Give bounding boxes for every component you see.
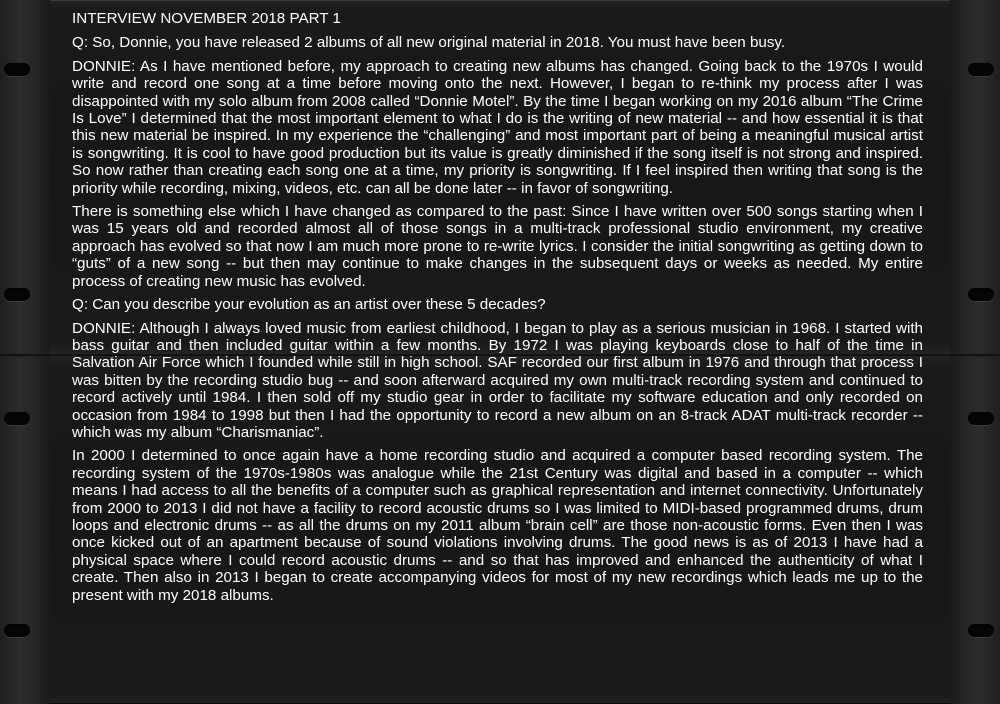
rack-slot-icon xyxy=(4,288,30,301)
rack-slot-icon xyxy=(968,624,994,637)
paragraph-answer-2: DONNIE: Although I always loved music from earliest childhood, I began to play as a serious musician in 1968. I started with bass guitar and then included guitar within a few months. By 1972 I was playing keyboards close to half of the time in Salvation Air Force which I founded while still in high school. SAF recorded our first album in 1976 and through that process I was bitten by the recording studio bug -- and soon afterward acquired my own multi-track recording system and continued to record actively until 1984. I then sold off my studio gear in order to facilitate my software education and only recorded on occasion from 1984 to 1998 but then I had the opportunity to record a new album on an 8-track ADAT multi-track recorder -- which was my album “Charismaniac”. xyxy=(72,319,923,441)
left-rack-rail xyxy=(0,0,50,704)
rack-slot-icon xyxy=(968,412,994,425)
rack-slot-icon xyxy=(968,63,994,76)
paragraph-question-2: Q: Can you describe your evolution as an artist over these 5 decades? xyxy=(72,296,546,314)
page-title: INTERVIEW NOVEMBER 2018 PART 1 xyxy=(72,10,341,27)
paragraph-question-1: Q: So, Donnie, you have released 2 albums of all new original material in 2018. You must have been busy. xyxy=(72,34,786,52)
rack-slot-icon xyxy=(968,288,994,301)
rack-slot-icon xyxy=(4,63,30,76)
paragraph-answer-2b: In 2000 I determined to once again have a home recording studio and acquired a computer based recording system. The recording system of the 1970s-1980s was analogue while the 21st Century was digital and based in a computer -- which means I had access to all the benefits of a computer such as graphical representation and internet connectivity. Unfortunately from 2000 to 2013 I did not have a facility to record acoustic drums so I was limited to MIDI-based programmed drums, drum loops and electronic drums -- as all the drums on my 2011 album “brain cell” are those non-acoustic forms. Even then I was once kicked out of an apartment because of sound violations involving drums. The good news is as of 2013 I have had a physical space where I could record acoustic drums -- and so that has improved and enhanced the authenticity of what I create. Then also in 2013 I began to create accompanying videos for most of my new recordings which leads me up to the present with my 2018 albums. xyxy=(72,447,923,604)
rack-slot-icon xyxy=(4,624,30,637)
paragraph-answer-1: DONNIE: As I have mentioned before, my approach to creating new albums has changed. Going back to the 1970s I would write and record one song at a time before moving onto the next. However, I began to re-think my process after I was disappointed with my solo album from 2008 called “Donnie Motel”. By the time I began working on my 2016 album “The Crime Is Love” I determined that the most important element to what I do is the writing of new material -- and how essential it is that this new material be inspired. In my experience the “challenging” and most important part of being a meaningful musical artist is songwriting. It is cool to have good production but its value is greatly diminished if the song itself is not strong and inspired. So now rather than creating each song one at a time, my priority is songwriting. If I feel inspired then writing that song is the priority while recording, mixing, videos, etc. can all be done later -- in favor of songwriting. xyxy=(72,57,923,197)
rack-slot-icon xyxy=(4,412,30,425)
right-rack-rail xyxy=(950,0,1000,704)
interview-text xyxy=(72,10,923,610)
paragraph-answer-1b: There is something else which I have changed as compared to the past: Since I have written over 500 songs starting when I was 15 years old and recorded almost all of those songs in a multi-track professional studio environment, my creative approach has evolved so that now I am much more prone to re-write lyrics. I consider the initial songwriting as getting down to “guts” of a new song -- but then may continue to make changes in the subsequent days or weeks as needed. My entire process of creating new music has evolved. xyxy=(72,203,923,290)
